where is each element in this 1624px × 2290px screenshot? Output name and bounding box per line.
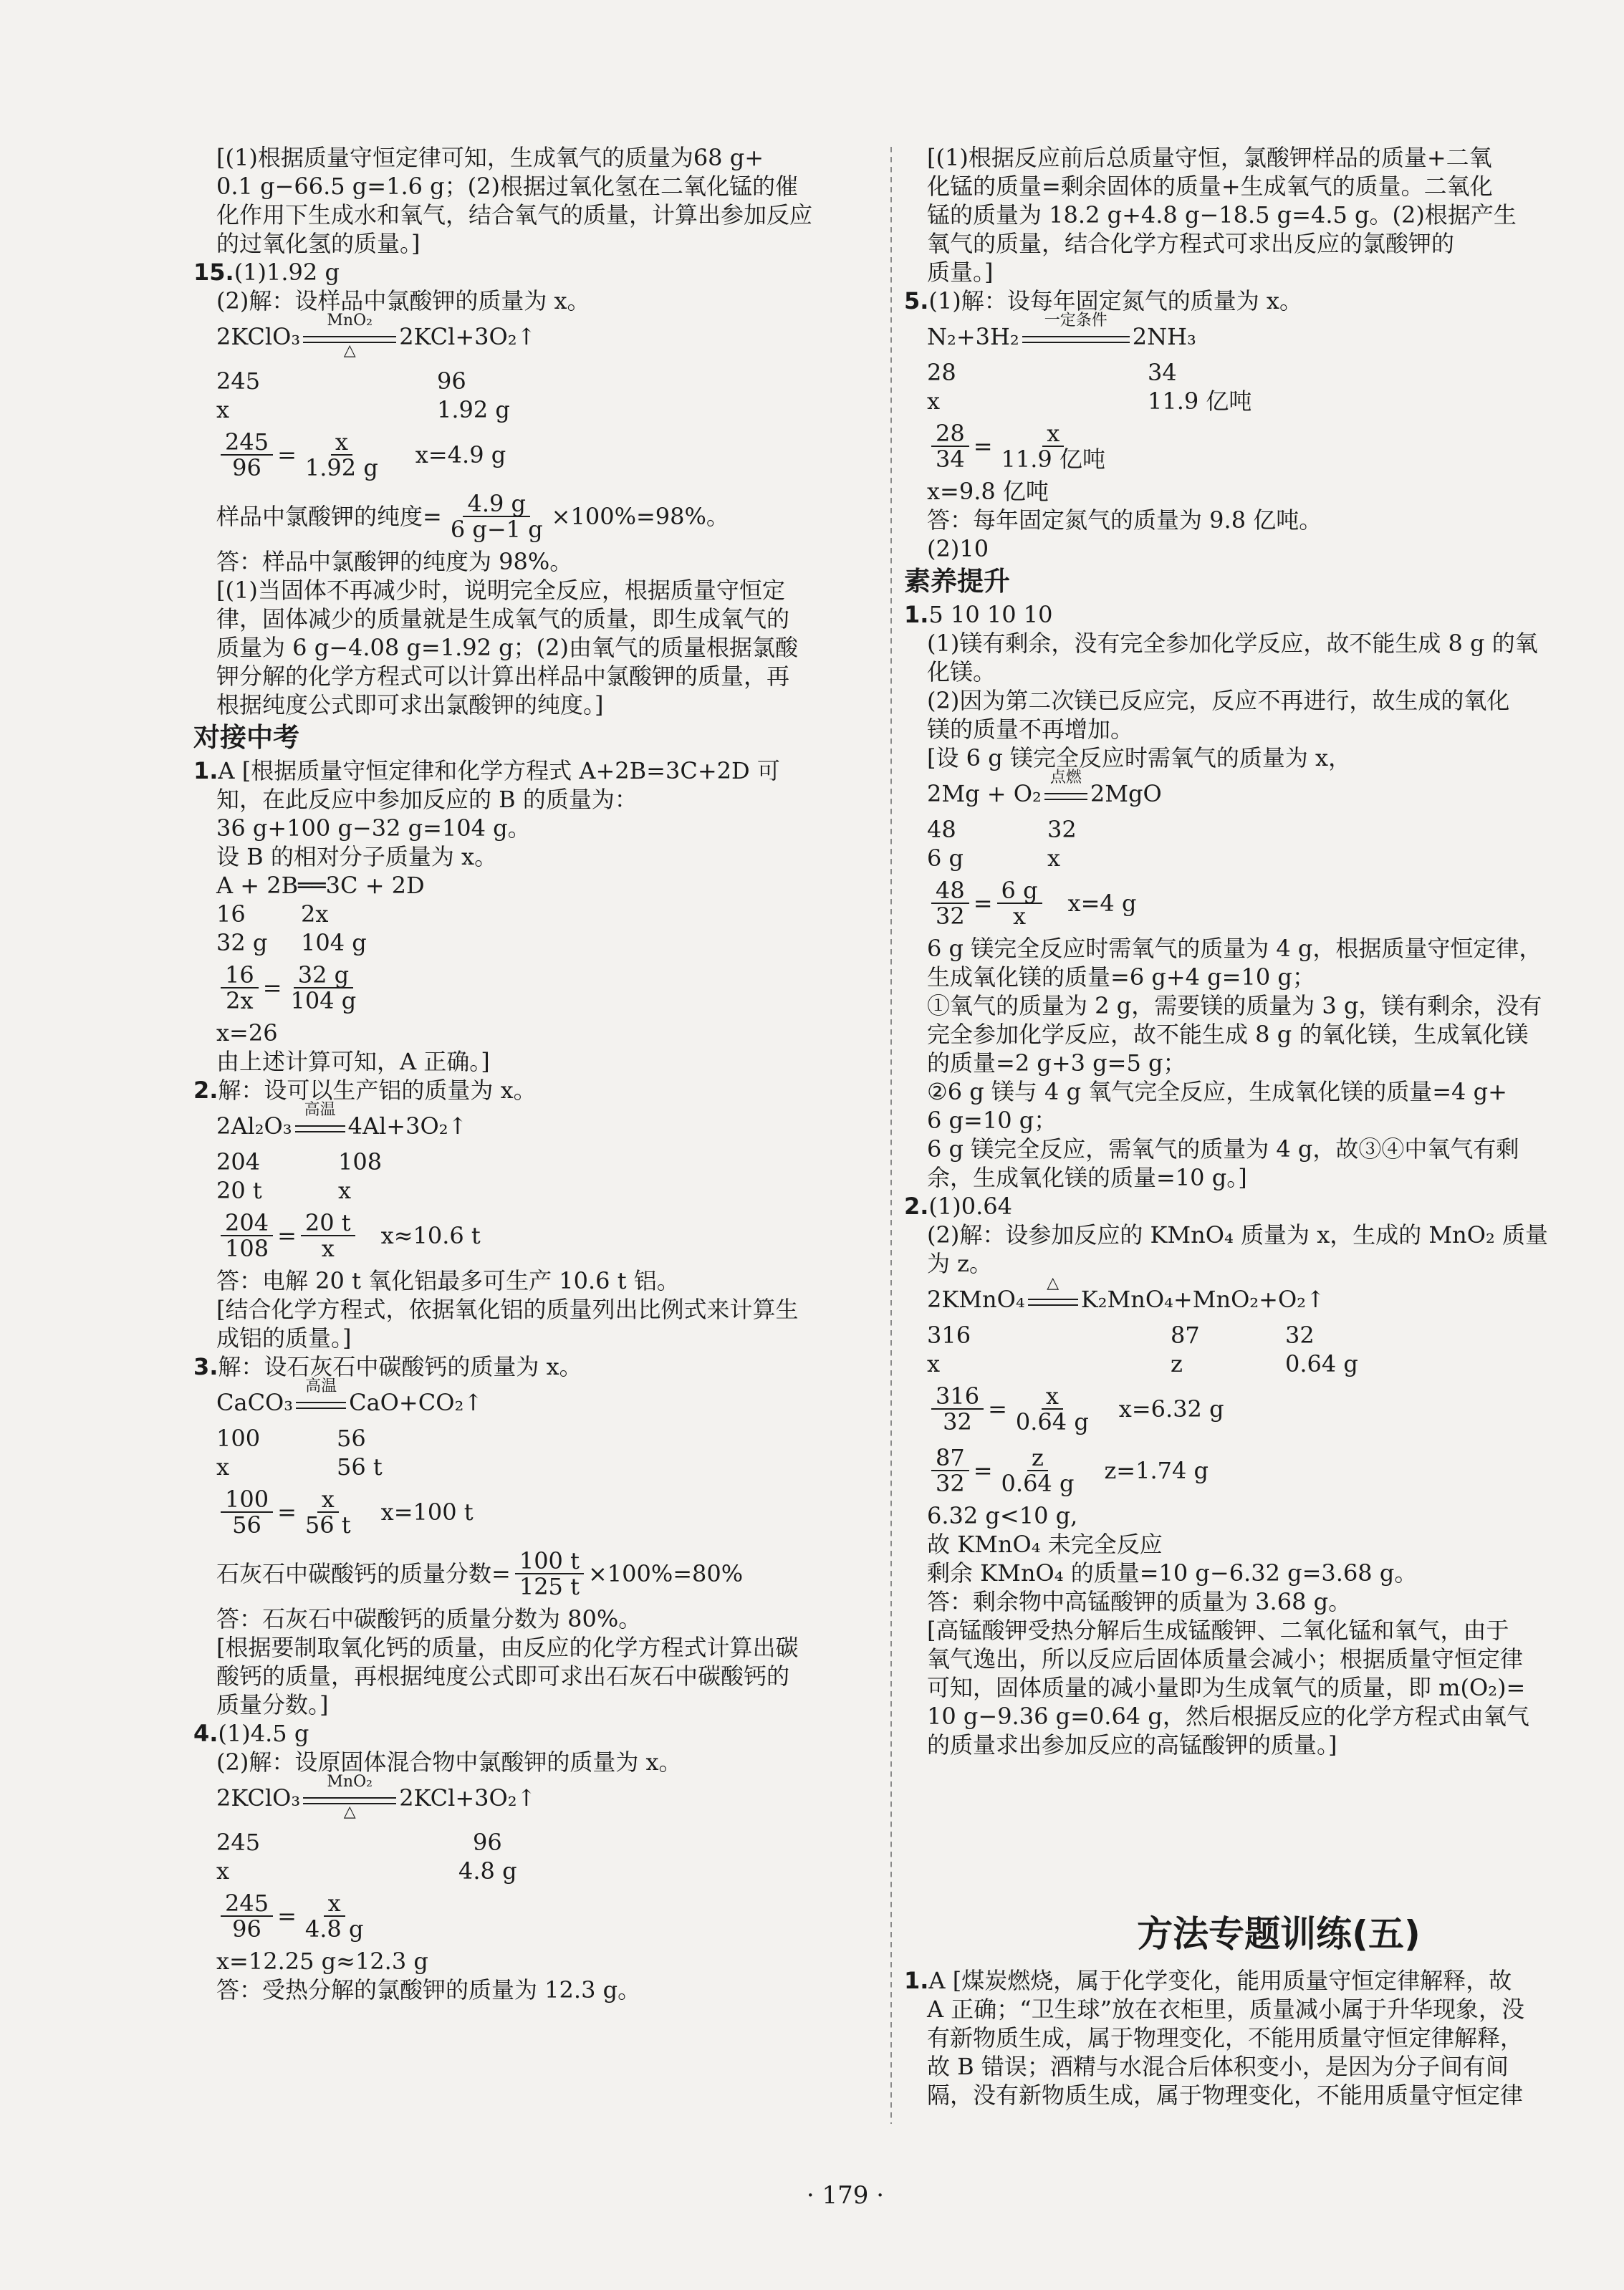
text-line: ②6 g 镁与 4 g 氧气完全反应，生成氧化镁的质量=4 g+ xyxy=(927,1078,1507,1105)
text-line: 6 g 镁完全反应，需氧气的质量为 4 g，故③④中氧气有剩 xyxy=(927,1135,1519,1163)
text-line: 根据纯度公式即可求出氯酸钾的纯度。] xyxy=(216,691,604,718)
text-line: [(1)根据质量守恒定律可知，生成氧气的质量为68 g+ xyxy=(216,144,764,171)
text-line: A 正确；“卫生球”放在衣柜里，质量减小属于升华现象，没 xyxy=(927,1996,1525,2023)
answer-line: 答：石灰石中碳酸钙的质量分数为 80%。 xyxy=(216,1605,642,1632)
section-title: 对接中考 xyxy=(193,722,299,753)
ratio-row: 20 t x xyxy=(216,1177,352,1204)
ratio-row: 316 87 32 xyxy=(927,1322,1315,1349)
ratio-row: 28 34 xyxy=(927,359,1177,386)
text-line: 的质量=2 g+3 g=5 g； xyxy=(927,1049,1186,1077)
text-line: 酸钙的质量，再根据纯度公式即可求出石灰石中碳酸钙的 xyxy=(216,1663,790,1690)
question-number: 1. xyxy=(904,1967,929,1994)
text-line: [设 6 g 镁完全反应时需氧气的质量为 x， xyxy=(927,744,1352,771)
text-line: 10 g−9.36 g=0.64 g，然后根据反应的化学方程式由氧气 xyxy=(927,1703,1529,1730)
text-line: 有新物质生成，属于物理变化，不能用质量守恒定律解释， xyxy=(927,2024,1524,2051)
text-line: 化镁。 xyxy=(927,658,996,685)
reaction-condition: 一定条件 xyxy=(1022,324,1130,353)
text-line: 钾分解的化学方程式可以计算出样品中氯酸钾的质量，再 xyxy=(216,663,790,690)
text-line: [(1)根据反应前后总质量守恒，氯酸钾样品的质量+二氧 xyxy=(927,144,1492,171)
mass-fraction-formula: 石灰石中碳酸钙的质量分数= $\frac{100 t}{125 t}$ ×100%=80% xyxy=(216,1547,744,1600)
text-line: 设 B 的相对分子质量为 x。 xyxy=(216,843,498,870)
section-title: 素养提升 xyxy=(904,566,1010,597)
text-line: 为 z。 xyxy=(927,1250,993,1277)
text-line: ①氧气的质量为 2 g，需要镁的质量为 3 g，镁有剩余，没有 xyxy=(927,992,1542,1019)
column-divider xyxy=(890,147,892,2124)
reaction-condition: △ xyxy=(1028,1287,1078,1316)
text-line: (2)解：设样品中氯酸钾的质量为 x。 xyxy=(216,287,590,314)
text-line: 质量分数。] xyxy=(216,1691,329,1718)
proportion: $\frac{100}{56}$ = $\frac{x}{56 t}$ x=100 t xyxy=(193,1481,878,1543)
proportion: $\frac{87}{32}$ = $\frac{z}{0.64 g}$ z=1.74 g xyxy=(904,1440,1577,1501)
text-line: (1)镁有剩余，没有完全参加化学反应，故不能生成 8 g 的氧 xyxy=(927,630,1538,657)
text-line: 的过氧化氢的质量。] xyxy=(216,230,421,257)
question-number: 4. xyxy=(193,1720,218,1747)
ratio-row: x 56 t xyxy=(216,1453,383,1481)
text-line: 化作用下生成水和氧气，结合氧气的质量，计算出参加反应 xyxy=(216,201,813,228)
proportion: $\frac{245}{96}$ = $\frac{x}{1.92 g}$ x=4.9 g xyxy=(193,424,878,486)
text-line: 质量为 6 g−4.08 g=1.92 g；(2)由氧气的质量根据氯酸 xyxy=(216,634,798,661)
text-line: [根据要制取氧化钙的质量，由反应的化学方程式计算出碳 xyxy=(216,1634,799,1661)
text-line: 氧气逸出，所以反应后固体质量会减小；根据质量守恒定律 xyxy=(927,1645,1524,1673)
ratio-row: 245 96 xyxy=(216,1829,502,1856)
result-line: x=26 xyxy=(216,1019,278,1047)
text-line: 隔，没有新物质生成，属于物理变化，不能用质量守恒定律 xyxy=(927,2082,1524,2109)
text-line: 生成氧化镁的质量=6 g+4 g=10 g； xyxy=(927,963,1315,991)
question-number: 15. xyxy=(193,259,234,286)
proportion: $\frac{204}{108}$ = $\frac{20 t}{x}$ x≈10.6 t xyxy=(193,1205,878,1266)
chapter-title: 方法专题训练(五) xyxy=(1137,1913,1421,1955)
answer-line: 答：每年固定氮气的质量为 9.8 亿吨。 xyxy=(927,506,1322,534)
text-line: 由上述计算可知，A 正确。] xyxy=(216,1048,490,1075)
reaction-condition: 点燃 xyxy=(1044,781,1087,810)
question-number: 2. xyxy=(904,1193,929,1220)
text-line: [高锰酸钾受热分解后生成锰酸钾、二氧化锰和氧气，由于 xyxy=(927,1617,1509,1644)
text-line: 质量。] xyxy=(927,259,994,286)
text-line: 成铝的质量。] xyxy=(216,1324,352,1352)
text-line: 锰的质量为 18.2 g+4.8 g−18.5 g=4.5 g。(2)根据产生 xyxy=(927,201,1517,228)
text-line: 完全参加化学反应，故不能生成 8 g 的氧化镁，生成氧化镁 xyxy=(927,1021,1529,1048)
text-line: (2)10 xyxy=(927,535,989,562)
proportion: $\frac{28}{34}$ = $\frac{x}{\text{11.9 亿吨}}$ xyxy=(904,415,1577,477)
text-line: [结合化学方程式，依据氧化铝的质量列出比例式来计算生 xyxy=(216,1296,799,1323)
answer-line: 答：样品中氯酸钾的纯度为 98%。 xyxy=(216,548,573,575)
method-training-section: 1.A [煤炭燃烧，属于化学变化，能用质量守恒定律解释，故 A 正确；“卫生球”放在衣柜里，质量减小属于升华现象，没 有新物质生成，属于物理变化，不能用质量守恒定律解释， 故 B 错误；酒精与水混合后体积变小，是因为分子间有间 隔，没有新物质生成，属于物理变化，不能用质量守恒定律 xyxy=(904,1966,1577,2109)
text-line: (2)解：设参加反应的 KMnO₄ 质量为 x，生成的 MnO₂ 质量 xyxy=(927,1221,1549,1249)
question-number: 2. xyxy=(193,1077,218,1104)
text-line: 余，生成氧化镁的质量=10 g。] xyxy=(927,1164,1247,1191)
text-line: 氧气的质量，结合化学方程式可求出反应的氯酸钾的 xyxy=(927,230,1455,257)
answer-part: (1)1.92 g xyxy=(234,259,340,286)
question-number: 3. xyxy=(193,1353,218,1380)
chemical-equation: CaCO₃ 高温 CaO+CO₂↑ xyxy=(193,1381,878,1424)
text-line: 知，在此反应中参加反应的 B 的质量为： xyxy=(216,786,638,813)
text-line: 6.32 g<10 g, xyxy=(927,1502,1078,1529)
reaction-condition: 高温 xyxy=(296,1390,346,1419)
reaction-condition: MnO₂ △ xyxy=(303,324,396,353)
proportion: $\frac{48}{32}$ = $\frac{6 g}{x}$ x=4 g xyxy=(904,872,1577,934)
text-line: (2)因为第二次镁已反应完，反应不再进行，故生成的氧化 xyxy=(927,687,1510,714)
text-line: 可知，固体质量的减小量即为生成氧气的质量，即 m(O₂)= xyxy=(927,1674,1526,1701)
question-number: 5. xyxy=(904,287,929,314)
proportion: $\frac{245}{96}$ = $\frac{x}{4.8 g}$ xyxy=(193,1885,878,1947)
text-line: 36 g+100 g−32 g=104 g。 xyxy=(216,814,531,842)
proportion: $\frac{316}{32}$ = $\frac{x}{0.64 g}$ x=6.32 g xyxy=(904,1378,1577,1440)
ratio-row: 6 g x xyxy=(927,845,1061,872)
text-line: 6 g 镁完全反应时需氧气的质量为 4 g，根据质量守恒定律， xyxy=(927,935,1542,962)
text-line: 律，固体减少的质量就是生成氧气的质量，即生成氧气的 xyxy=(216,605,790,632)
result-line: x=12.25 g≈12.3 g xyxy=(216,1948,428,1975)
ratio-row: x 11.9 亿吨 xyxy=(927,388,1252,415)
text-line: 化锰的质量=剩余固体的质量+生成氧气的质量。二氧化 xyxy=(927,173,1493,200)
text-line: 故 B 错误；酒精与水混合后体积变小，是因为分子间有间 xyxy=(927,2053,1509,2080)
text-line: A + 2B══3C + 2D xyxy=(216,872,425,899)
reaction-condition: MnO₂ △ xyxy=(303,1786,396,1814)
answer-line: 答：剩余物中高锰酸钾的质量为 3.68 g。 xyxy=(927,1588,1352,1615)
ratio-row: 100 56 xyxy=(216,1425,366,1452)
right-column: [(1)根据反应前后总质量守恒，氯酸钾样品的质量+二氧 化锰的质量=剩余固体的质量+生成氧气的质量。二氧化 锰的质量为 18.2 g+4.8 g−18.5 g=4.5 g。(2)根据产生 氧气的质量，结合化学方程式可求出反应的氯酸钾的 质量。] 5.(1)解：设每年固定氮气的质量为 x。 N₂+3H₂ 一定条件 2NH₃ 28 34 x 11.9 亿吨 $\frac{28}{34}$ = $\frac{x}{\text{11.9 亿吨}}$ x=9.8 亿吨 答：每年固定氮气的质量为 9.8 亿吨。 (2)10 素养提升 1.5 10 10 10 (1)镁有剩余，没有完全参加化学反应，故不能生成 8 g 的氧 化镁。 (2)因为第二次镁已反应完，反应不再进行，故生成的氧化 镁的质量不再增加。 [设 6 g 镁完全反应时需氧气的质量为 x， 2Mg + O₂ 点燃 2MgO 48 32 6 g x $\frac{48}{32}$ = $\frac{6 g}{x}$ x=4 g 6 g 镁完全反应时需氧气的质量为 4 g，根据质量守恒定律， 生成氧化镁的质量=6 g+4 g=10 g； ①氧气的质量为 2 g，需要镁的质量为 3 g，镁有剩余，没有 完全参加化学反应，故不能生成 8 g 的氧化镁，生成氧化镁 的质量=2 g+3 g=5 g； ②6 g 镁与 4 g 氧气完全反应，生成氧化镁的质量=4 g+ 6 g=10 g； 6 g 镁完全反应，需氧气的质量为 4 g，故③④中氧气有剩 余，生成氧化镁的质量=10 g。] 2.(1)0.64 (2)解：设参加反应的 KMnO₄ 质量为 x，生成的 MnO₂ 质量 为 z。 2KMnO₄ △ K₂MnO₄+MnO₂+O₂↑ 316 87 32 x z 0.64 g $\frac{316}{32}$ = $\frac{x}{0.64 g}$ x=6.32 g $\frac{87}{32}$ = $\frac{z}{0.64 g}$ z=1.74 g 6.32 g<10 g, 故 KMnO₄ 未完全反应 剩余 KMnO₄ 的质量=10 g−6.32 g=3.68 g。 答：剩余物中高锰酸钾的质量为 3.68 g。 [高锰酸钾受热分解后生成锰酸钾、二氧化锰和氧气，由于 氧气逸出，所以反应后固体质量会减小；根据质量守恒定律 可知，固体质量的减小量即为生成氧气的质量，即 m(O₂)= 10 g−9.36 g=0.64 g，然后根据反应的化学方程式由氧气 的质量求出参加反应的高锰酸钾的质量。] xyxy=(904,143,1577,1759)
ratio-row: 48 32 xyxy=(927,816,1077,843)
chemical-equation: N₂+3H₂ 一定条件 2NH₃ xyxy=(904,315,1577,358)
chemical-equation: 2KClO₃ MnO₂ △ 2KCl+3O₂↑ xyxy=(216,1772,537,1821)
answer-line: 答：受热分解的氯酸钾的质量为 12.3 g。 xyxy=(216,1976,641,2003)
text-line: 镁的质量不再增加。 xyxy=(927,716,1134,743)
answer-line: 答：电解 20 t 氧化铝最多可生产 10.6 t 铝。 xyxy=(216,1267,680,1294)
ratio-row: 16 2x xyxy=(216,900,329,928)
text-line: [(1)当固体不再减少时，说明完全反应，根据质量守恒定 xyxy=(216,577,785,604)
reaction-condition: 高温 xyxy=(295,1114,345,1142)
text-line: 剩余 KMnO₄ 的质量=10 g−6.32 g=3.68 g。 xyxy=(927,1559,1418,1587)
ratio-row: x 1.92 g xyxy=(216,396,510,423)
question-number: 1. xyxy=(904,601,929,628)
result-line: x=9.8 亿吨 xyxy=(927,478,1049,505)
proportion: $\frac{16}{2x}$ = $\frac{32 g}{104 g}$ xyxy=(193,957,878,1019)
ratio-row: 245 96 xyxy=(216,367,466,395)
text-line: (2)解：设原固体混合物中氯酸钾的质量为 x。 xyxy=(216,1748,682,1776)
question-number: 1. xyxy=(193,757,218,784)
ratio-row: x 4.8 g xyxy=(216,1857,517,1885)
chemical-equation: 2KClO₃ MnO₂ △ 2KCl+3O₂↑ xyxy=(216,311,537,360)
ratio-row: 32 g 104 g xyxy=(216,929,367,956)
chemical-equation: 2Mg + O₂ 点燃 2MgO xyxy=(904,772,1577,815)
left-column: [(1)根据质量守恒定律可知，生成氧气的质量为68 g+ 0.1 g−66.5 g=1.6 g；(2)根据过氧化氢在二氧化锰的催 化作用下生成水和氧气，结合氧气的质量，计算出参加反应 的过氧化氢的质量。] 15.(1)1.92 g (2)解：设样品中氯酸钾的质量为 x。 2KClO₃ MnO₂ △ 2KCl+3O₂↑ 245 96 x 1.92 g $\frac{245}{96}$ = $\frac{x}{1.92 g}$ x=4.9 g 样品中氯酸钾的纯度= $\frac{4.9 g}{6 g-1 g}$ ×100%=98%。 答：样品中氯酸钾的纯度为 98%。 [(1)当固体不再减少时，说明完全反应，根据质量守恒定 律，固体减少的质量就是生成氧气的质量，即生成氧气的 质量为 6 g−4.08 g=1.92 g；(2)由氧气的质量根据氯酸 钾分解的化学方程式可以计算出样品中氯酸钾的质量，再 根据纯度公式即可求出氯酸钾的纯度。] 对接中考 1.A [根据质量守恒定律和化学方程式 A+2B=3C+2D 可 知，在此反应中参加反应的 B 的质量为： 36 g+100 g−32 g=104 g。 设 B 的相对分子质量为 x。 A + 2B══3C + 2D 16 2x 32 g 104 g $\frac{16}{2x}$ = $\frac{32 g}{104 g}$ x=26 由上述计算可知，A 正确。] 2.解：设可以生产铝的质量为 x。 2Al₂O₃ 高温 4Al+3O₂↑ 204 108 20 t x $\frac{204}{108}$ = $\frac{20 t}{x}$ x≈10.6 t 答：电解 20 t 氧化铝最多可生产 10.6 t 铝。 [结合化学方程式，依据氧化铝的质量列出比例式来计算生 成铝的质量。] 3.解：设石灰石中碳酸钙的质量为 x。 CaCO₃ 高温 CaO+CO₂↑ 100 56 x 56 t $\frac{100}{56}$ = $\frac{x}{56 t}$ x=100 t 石灰石中碳酸钙的质量分数= $\frac{100 t}{125 t}$ ×100%=80% 答：石灰石中碳酸钙的质量分数为 80%。 [根据要制取氧化钙的质量，由反应的化学方程式计算出碳 酸钙的质量，再根据纯度公式即可求出石灰石中碳酸钙的 质量分数。] 4.(1)4.5 g (2)解：设原固体混合物中氯酸钾的质量为 x。 2KClO₃ MnO₂ △ 2KCl+3O₂↑ 245 96 x 4.8 g $\frac{245}{96}$ = $\frac{x}{4.8 g}$ x=12.25 g≈12.3 g 答：受热分解的氯酸钾的质量为 12.3 g。 xyxy=(193,143,878,2004)
text-line: 6 g=10 g； xyxy=(927,1107,1057,1134)
ratio-row: 204 108 xyxy=(216,1148,383,1175)
text-line: 故 KMnO₄ 未完全反应 xyxy=(927,1531,1163,1558)
chemical-equation: 2Al₂O₃ 高温 4Al+3O₂↑ xyxy=(193,1105,878,1148)
chemical-equation: 2KMnO₄ △ K₂MnO₄+MnO₂+O₂↑ xyxy=(904,1278,1577,1321)
purity-formula: 样品中氯酸钾的纯度= $\frac{4.9 g}{6 g-1 g}$ ×100%=98%。 xyxy=(216,490,729,543)
text-line: 的质量求出参加反应的高锰酸钾的质量。] xyxy=(927,1731,1337,1759)
page-number: · 179 · xyxy=(806,2181,885,2210)
ratio-row: x z 0.64 g xyxy=(927,1350,1358,1377)
text-line: 0.1 g−66.5 g=1.6 g；(2)根据过氧化氢在二氧化锰的催 xyxy=(216,173,798,200)
